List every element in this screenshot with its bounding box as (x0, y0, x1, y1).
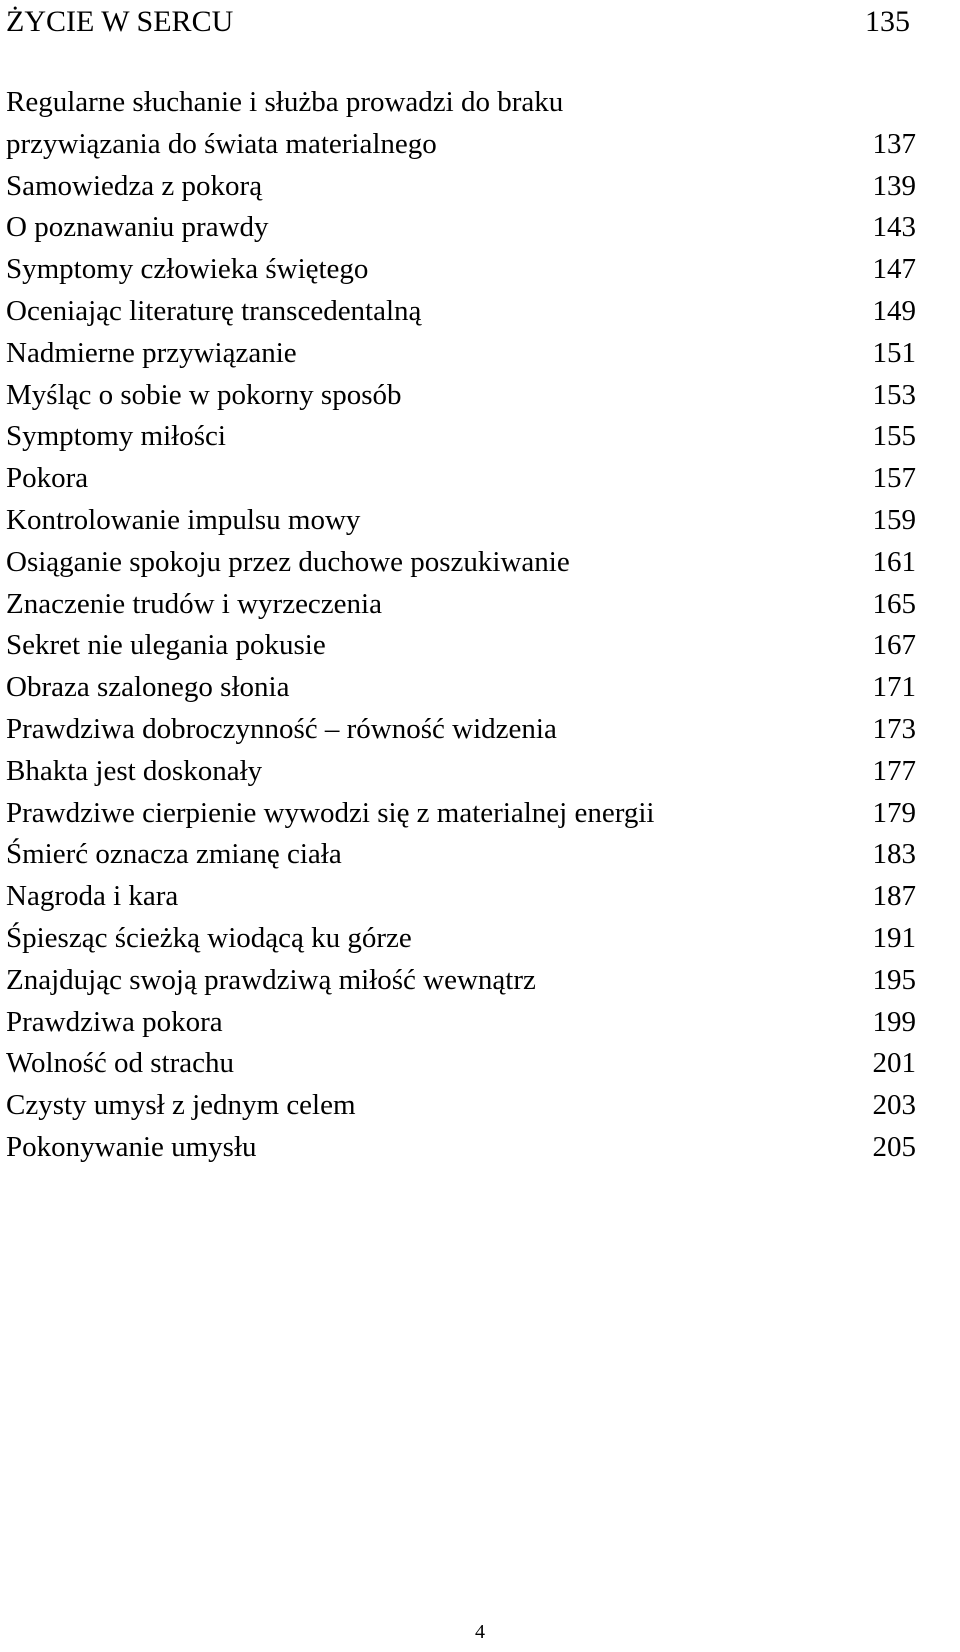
toc-entry-title: Czysty umysł z jednym celem (6, 1089, 356, 1122)
toc-entry-page: 171 (872, 671, 916, 704)
toc-entry-page: 157 (872, 462, 916, 495)
toc-entry (6, 584, 916, 626)
toc-entry (6, 667, 916, 709)
toc-entry-page: 143 (872, 211, 916, 244)
toc-entry-page: 167 (872, 629, 916, 662)
section-heading-row (6, 0, 910, 44)
toc-entry-page: 165 (872, 587, 916, 620)
toc-entry (6, 960, 916, 1002)
toc-entry-title: Bhakta jest doskonały (6, 754, 263, 787)
toc-entry (6, 207, 916, 249)
toc-entry-page: 201 (872, 1047, 916, 1080)
toc-entry-title: przywiązania do świata materialnego (6, 127, 437, 160)
toc-entry (6, 124, 916, 166)
toc-entry-title: Prawdziwa dobroczynność – równość widzenia (6, 712, 557, 745)
toc-entry-title: Oceniając literaturę transcedentalną (6, 294, 422, 327)
toc-entry-page: 177 (872, 754, 916, 787)
toc-entry (6, 1127, 916, 1169)
toc-entry-page: 183 (872, 838, 916, 871)
toc-entry-page: 191 (872, 921, 916, 954)
toc-entry (6, 834, 916, 876)
toc-entry (6, 166, 916, 208)
toc-entry-page: 195 (872, 963, 916, 996)
toc-entry (6, 291, 916, 333)
toc-entry-page: 149 (872, 294, 916, 327)
toc-entry-title: Znaczenie trudów i wyrzeczenia (6, 587, 382, 620)
toc-entry-title: Znajdując swoją prawdziwą miłość wewnątrz (6, 963, 536, 996)
toc-entry-title: O poznawaniu prawdy (6, 211, 269, 244)
toc-entry-title: Prawdziwa pokora (6, 1005, 223, 1038)
toc-entry (6, 625, 916, 667)
toc-entry (6, 542, 916, 584)
toc-entry-page: 203 (872, 1089, 916, 1122)
toc-entry-page: 205 (872, 1130, 916, 1163)
toc-entry (6, 416, 916, 458)
toc-entry-page: 179 (872, 796, 916, 829)
toc-entry (6, 918, 916, 960)
section-heading (6, 0, 910, 44)
toc-entry-title: Śpiesząc ścieżką wiodącą ku górze (6, 921, 412, 954)
toc-entry-title: Prawdziwe cierpienie wywodzi się z materialnej energii (6, 796, 655, 829)
toc-entry (6, 793, 916, 835)
toc-entry-title: Pokonywanie umysłu (6, 1130, 257, 1163)
toc-entry-page: 159 (872, 503, 916, 536)
toc-entry-title: Śmierć oznacza zmianę ciała (6, 838, 342, 871)
toc-entry-title: Regularne słuchanie i służba prowadzi do braku (6, 86, 564, 118)
section-title: ŻYCIE W SERCU (6, 5, 234, 38)
page-number: 4 (475, 1621, 485, 1643)
toc-entry-title: Myśląc o sobie w pokorny sposób (6, 378, 402, 411)
toc-entry-title: Symptomy miłości (6, 420, 226, 453)
toc-entry-title: Symptomy człowieka świętego (6, 253, 369, 286)
toc-entry-page: 147 (872, 253, 916, 286)
toc-entry (6, 375, 916, 417)
toc-entry-page: 151 (872, 336, 916, 369)
toc-entry-title: Sekret nie ulegania pokusie (6, 629, 326, 662)
toc-entry-page: 161 (872, 545, 916, 578)
toc-entry-page: 173 (872, 712, 916, 745)
toc-entry-page: 199 (872, 1005, 916, 1038)
toc-entry-title: Pokora (6, 462, 89, 495)
toc-entry-title: Wolność od strachu (6, 1047, 235, 1080)
toc-entry-title: Nadmierne przywiązanie (6, 336, 297, 369)
toc-entry (6, 249, 916, 291)
toc-entry (6, 82, 916, 124)
toc-entry (6, 1043, 916, 1085)
toc-entry-title: Nagroda i kara (6, 880, 179, 913)
toc-entry-title: Kontrolowanie impulsu mowy (6, 503, 361, 536)
toc-entry (6, 876, 916, 918)
toc-entry (6, 1002, 916, 1044)
table-of-contents (6, 82, 916, 1169)
toc-entry (6, 333, 916, 375)
toc-entry (6, 1085, 916, 1127)
toc-entry-page: 137 (872, 127, 916, 160)
section-page-number: 135 (865, 5, 910, 38)
toc-entry-title: Samowiedza z pokorą (6, 169, 263, 202)
toc-entry-title: Obraza szalonego słonia (6, 671, 290, 704)
toc-entry-page: 153 (872, 378, 916, 411)
toc-entry-page: 139 (872, 169, 916, 202)
toc-entry-page: 187 (872, 880, 916, 913)
toc-entry (6, 751, 916, 793)
toc-entry-title: Osiąganie spokoju przez duchowe poszukiwanie (6, 545, 570, 578)
toc-entry (6, 709, 916, 751)
toc-entry (6, 458, 916, 500)
toc-entry (6, 500, 916, 542)
toc-entry-page: 155 (872, 420, 916, 453)
